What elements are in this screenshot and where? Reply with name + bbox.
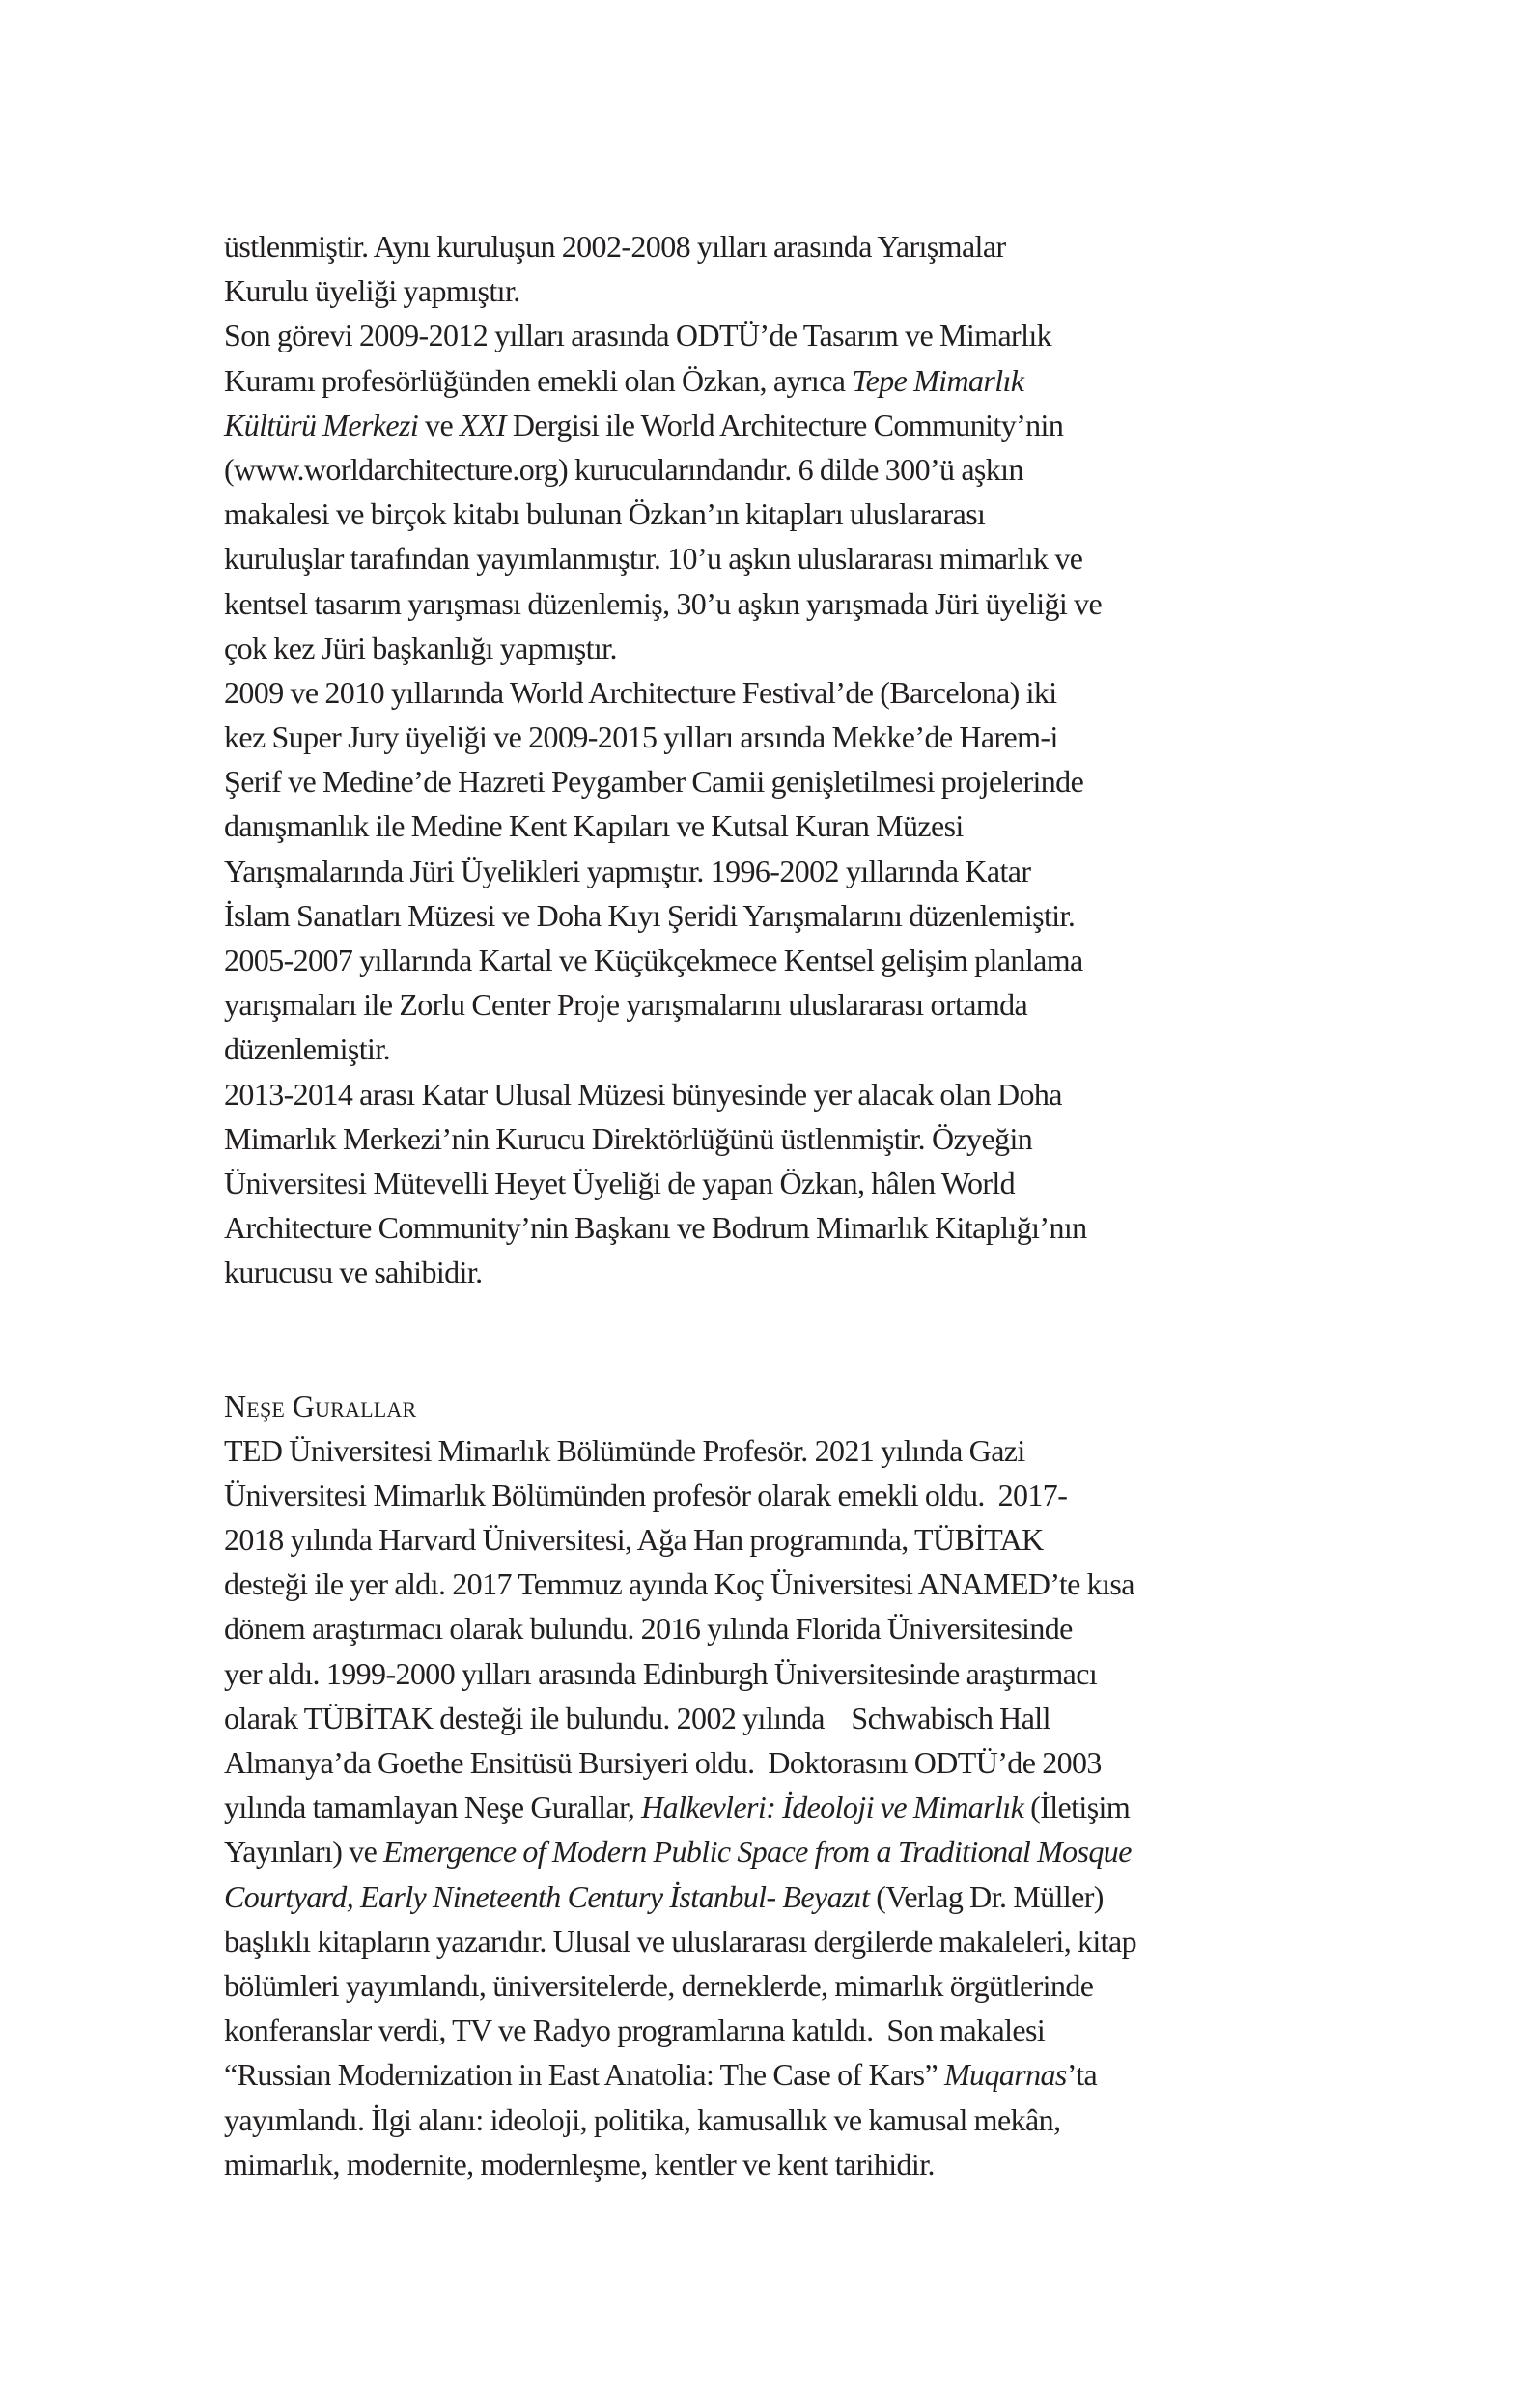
text-line: [224, 1562, 1344, 1606]
text-run: (Verlag Dr. Müller): [869, 1878, 1104, 1914]
text-line: [224, 1785, 1344, 1829]
text-run: kurucusu ve sahibidir.: [224, 1254, 483, 1290]
text-run: kentsel tasarım yarışması düzenlemiş, 30’u aşkın yarışmada Jüri üyeliği ve: [224, 585, 1103, 621]
text-run: çok kez Jüri başkanlığı yapmıştır.: [224, 630, 617, 665]
text-run: Dergisi ile World Architecture Community’nin: [505, 407, 1064, 442]
text-line: [224, 447, 1344, 492]
text-run: ’ta: [1066, 2057, 1098, 2093]
text-run: konferanslar verdi, TV ve Radyo programlarına katıldı. Son makalesi: [224, 2013, 1046, 2048]
author-heading: Neşe Gurallar: [224, 1388, 417, 1424]
text-run: Yarışmalarında Jüri Üyelikleri yapmıştır. 1996-2002 yıllarında Katar: [224, 853, 1031, 888]
italic-title: Muqarnas: [944, 2057, 1067, 2093]
italic-title: Emergence of Modern Public Space from a Traditional Mosque: [383, 1834, 1132, 1870]
text-run: Üniversitesi Mimarlık Bölümünden profesör olarak emekli oldu. 2017-: [224, 1477, 1068, 1512]
text-line: [224, 626, 1344, 670]
text-run: yarışmaları ile Zorlu Center Proje yarışmalarını uluslararası ortamda: [224, 987, 1028, 1023]
text-run: yılında tamamlayan Neşe Gurallar,: [224, 1790, 642, 1825]
text-run: Almanya’da Goethe Ensitüsü Bursiyeri oldu. Doktorasını ODTÜ’de 2003: [224, 1745, 1102, 1780]
text-line: [224, 759, 1344, 803]
italic-title: Courtyard, Early Nineteenth Century İstanbul- Beyazıt: [224, 1878, 870, 1914]
text-line: [224, 1428, 1344, 1473]
text-line: [224, 358, 1344, 403]
biography-section-gurallar: [224, 1384, 1344, 2186]
text-run: (İletişim: [1023, 1790, 1131, 1825]
text-run: yer aldı. 1999-2000 yılları arasında Edinburgh Üniversitesinde araştırmacı: [224, 1655, 1098, 1691]
text-run: Kuramı profesörlüğünden emekli olan Özkan, ayrıca: [224, 362, 853, 398]
text-run: desteği ile yer aldı. 2017 Temmuz ayında Koç Üniversitesi ANAMED’te kısa: [224, 1566, 1134, 1602]
text-run: 2018 yılında Harvard Üniversitesi, Ağa Han programında, TÜBİTAK: [224, 1522, 1044, 1558]
text-line: [224, 224, 1344, 268]
text-line: [224, 1517, 1344, 1562]
text-run: Üniversitesi Mütevelli Heyet Üyeliği de yapan Özkan, hâlen World: [224, 1165, 1016, 1200]
text-line: [224, 1919, 1344, 1963]
text-line: [224, 893, 1344, 938]
text-line: [224, 1875, 1344, 1919]
text-line: [224, 1116, 1344, 1161]
text-line: [224, 1205, 1344, 1250]
document-page: [224, 224, 1344, 2186]
text-run: üstlenmiştir. Aynı kuruluşun 2002-2008 yılları arasında Yarışmalar: [224, 229, 1006, 264]
text-run: Son görevi 2009-2012 yılları arasında ODTÜ’de Tasarım ve Mimarlık: [224, 318, 1052, 353]
text-line: [224, 403, 1344, 447]
text-line: [224, 581, 1344, 626]
text-line: [224, 1651, 1344, 1696]
text-line: [224, 536, 1344, 580]
text-line: [224, 1250, 1344, 1294]
section-gap: [224, 1339, 1344, 1384]
text-run: mimarlık, modernite, modernleşme, kentler ve kent tarihidir.: [224, 2146, 935, 2182]
text-line: [224, 2142, 1344, 2186]
italic-title: Tepe Mimarlık: [852, 362, 1024, 398]
text-run: İslam Sanatları Müzesi ve Doha Kıyı Şeridi Yarışmalarını düzenlemiştir.: [224, 897, 1076, 933]
text-line: [224, 1027, 1344, 1071]
text-run: yayımlandı. İlgi alanı: ideoloji, politika, kamusallık ve kamusal mekân,: [224, 2101, 1061, 2137]
italic-title: XXI: [459, 407, 506, 442]
text-run: başlıklı kitapların yazarıdır. Ulusal ve uluslararası dergilerde makaleleri, kitap: [224, 1923, 1136, 1959]
text-run: Yayınları) ve: [224, 1834, 384, 1870]
italic-title: Kültürü Merkezi: [224, 407, 419, 442]
text-line: [224, 1606, 1344, 1650]
text-line: [224, 1963, 1344, 2008]
text-run: kuruluşlar tarafından yayımlanmıştır. 10’u aşkın uluslararası mimarlık ve: [224, 541, 1083, 577]
section-gap: [224, 1295, 1344, 1339]
text-run: bölümleri yayımlandı, üniversitelerde, derneklerde, mimarlık örgütlerinde: [224, 1967, 1094, 2003]
text-line: [224, 715, 1344, 759]
text-run: Kurulu üyeliği yapmıştır.: [224, 273, 520, 309]
text-run: Architecture Community’nin Başkanı ve Bodrum Mimarlık Kitaplığı’nın: [224, 1210, 1087, 1246]
text-line: [224, 938, 1344, 982]
text-line: [224, 1072, 1344, 1116]
text-run: “Russian Modernization in East Anatolia: The Case of Kars”: [224, 2057, 944, 2093]
text-line: [224, 2052, 1344, 2097]
text-run: 2013-2014 arası Katar Ulusal Müzesi bünyesinde yer alacak olan Doha: [224, 1076, 1062, 1112]
italic-title: Halkevleri: İdeoloji ve Mimarlık: [641, 1790, 1024, 1825]
text-line: [224, 1696, 1344, 1740]
text-line: [224, 1161, 1344, 1205]
text-line: [224, 2008, 1344, 2052]
text-line: [224, 803, 1344, 848]
text-line: [224, 1740, 1344, 1785]
text-run: kez Super Jury üyeliği ve 2009-2015 yılları arsında Mekke’de Harem-i: [224, 719, 1058, 755]
text-run: 2009 ve 2010 yıllarında World Architecture Festival’de (Barcelona) iki: [224, 674, 1057, 710]
text-run: TED Üniversitesi Mimarlık Bölümünde Profesör. 2021 yılında Gazi: [224, 1432, 1025, 1468]
text-line: [224, 268, 1344, 313]
text-line: [224, 670, 1344, 715]
text-run: 2005-2007 yıllarında Kartal ve Küçükçekmece Kentsel gelişim planlama: [224, 943, 1083, 977]
text-line: [224, 982, 1344, 1027]
text-run: danışmanlık ile Medine Kent Kapıları ve Kutsal Kuran Müzesi: [224, 808, 964, 844]
text-run: Mimarlık Merkezi’nin Kurucu Direktörlüğünü üstlenmiştir. Özyeğin: [224, 1120, 1033, 1156]
text-run: Şerif ve Medine’de Hazreti Peygamber Camii genişletilmesi projelerinde: [224, 764, 1084, 800]
text-run: (www.worldarchitecture.org) kurucularındandır. 6 dilde 300’ü aşkın: [224, 451, 1023, 487]
text-run: makalesi ve birçok kitabı bulunan Özkan’ın kitapları uluslararası: [224, 496, 986, 532]
text-line: [224, 1473, 1344, 1517]
text-run: olarak TÜBİTAK desteği ile bulundu. 2002 yılında Schwabisch Hall: [224, 1700, 1050, 1735]
text-line: [224, 1829, 1344, 1874]
text-run: dönem araştırmacı olarak bulundu. 2016 yılında Florida Üniversitesinde: [224, 1611, 1073, 1647]
text-run: düzenlemiştir.: [224, 1031, 391, 1067]
biography-section-ozkan: [224, 224, 1344, 1295]
text-line: [224, 492, 1344, 536]
text-line: [224, 313, 1344, 357]
text-line: [224, 849, 1344, 893]
text-line: [224, 2098, 1344, 2142]
text-run: ve: [418, 407, 460, 442]
